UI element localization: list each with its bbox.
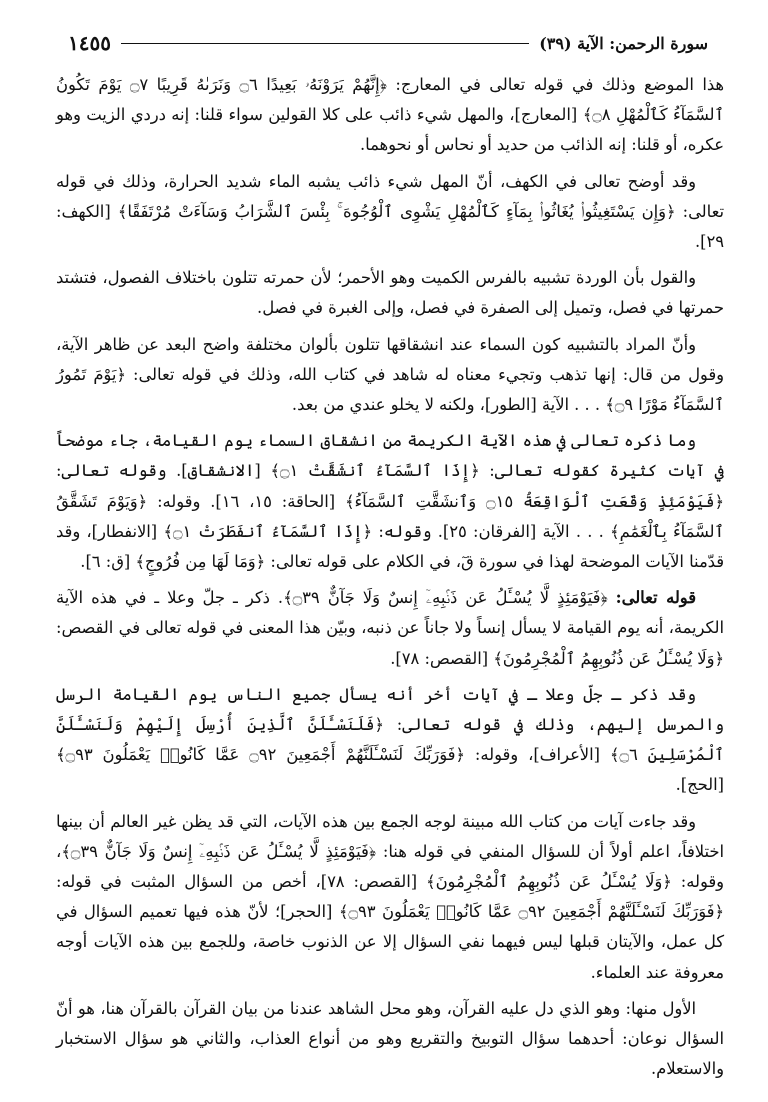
paragraph-3: والقول بأن الوردة تشبيه بالفرس الكميت وهو الأحمر؛ لأن حمرته تتلون باختلاف الفصول، فتشتد حمرتها في فصل، وتميل إلى الصفرة في فصل، وإلى الغبرة في فصل. — [56, 268, 724, 318]
paragraph-9: الأول منها: وهو الذي دل عليه القرآن، وهو محل الشاهد عندنا من بيان القرآن بالقرآن هنا، هو أنّ السؤال نوعان: أحدهما سؤال التوبيخ والتقريع وهو من أنواع العذاب، والثاني هو سؤال الاستخبار والاستعلام. — [56, 998, 724, 1079]
page-number: ١٤٥٥ — [68, 31, 111, 55]
verse-heading: قوله تعالى: — [615, 588, 696, 608]
paragraph-6-text: ﴿فَيَوْمَئِذٍ لَّا يُسْـَٔلُ عَن ذَنۢبِهِۦٓ إِنسٌ وَلَا جَآنٌّ ۝٣٩﴾. ذكر ـ جلّ وعلا ـ في هذه الآية الكريمة، أنه يوم القيامة لا يسأل إنساً ولا جاناً عن ذنبه، وبيّن هذا المعنى في قوله تعالى في القصص: ﴿وَلَا يُسْـَٔلُ عَن ذُنُوبِهِمُ ٱلْمُجْرِمُونَ﴾ [القصص: ٧٨]. — [56, 588, 724, 668]
paragraph-8: وقد جاءت آيات من كتاب الله مبينة لوجه الجمع بين هذه الآيات، التي قد يظن غير العالم أن بينها اختلافاً، اعلم أولاً أن للسؤال المنفي في قوله هنا: ﴿فَيَوْمَئِذٍ لَّا يُسْـَٔلُ عَن ذَنۢبِهِۦٓ إِنسٌ وَلَا جَآنٌّ ۝٣٩﴾، وقوله: ﴿وَلَا يُسْـَٔلُ عَن ذُنُوبِهِمُ ٱلْمُجْرِمُونَ﴾ [القصص: ٧٨]، أخص من السؤال المثبت في قوله: ﴿فَوَرَبِّكَ لَنَسْـَٔلَنَّهُمْ أَجْمَعِينَ ۝٩٢ عَمَّا كَانُوا۟ يَعْمَلُونَ ۝٩٣﴾ [الحجر]؛ لأنّ هذه فيها تعميم السؤال في كل عمل، والآيتان قبلها ليس فيهما نفي السؤال إلا عن الذنوب خاصة، وللجمع بين هذه الآيات أوجه معروفة عند العلماء. — [56, 811, 724, 982]
paragraph-7: وقد ذكر ـ جلّ وعلا ـ في آيات أخر أنه يسأل جميع الناس يوم القيامة الرسل والمرسل إليهم، وذلك في قوله تعالى: ﴿فَلَنَسْـَٔلَنَّ ٱلَّذِينَ أُرْسِلَ إِلَيْهِمْ وَلَنَسْـَٔلَنَّ ٱلْمُرْسَلِينَ ۝٦﴾ [الأعراف]، وقوله: ﴿فَوَرَبِّكَ لَنَسْـَٔلَنَّهُمْ أَجْمَعِينَ ۝٩٢ عَمَّا كَانُوا۟ يَعْمَلُونَ ۝٩٣﴾ [الحج]. — [56, 684, 725, 795]
page-header — [68, 30, 708, 56]
surah-title: سورة الرحمن: الآية (٣٩) — [539, 33, 708, 53]
paragraph-2: وقد أوضح تعالى في الكهف، أنّ المهل شيء ذائب يشبه الماء شديد الحرارة، وذلك في قوله تعالى: ﴿وَإِن يَسْتَغِيثُوا۟ يُغَاثُوا۟ بِمَآءٍ كَٱلْمُهْلِ يَشْوِى ٱلْوُجُوهَ ۚ بِئْسَ ٱلشَّرَابُ وَسَآءَتْ مُرْتَفَقًا﴾ [الكهف: ٢٩]. — [56, 171, 724, 252]
page-body — [56, 70, 724, 1091]
header-rule — [121, 43, 529, 44]
paragraph-5: وما ذكره تعالى في هذه الآية الكريمة من انشقاق السماء يوم القيامة، جاء موضحاً في آيات كثيرة كقوله تعالى: ﴿إِذَا ٱلسَّمَآءُ ٱنشَقَّتْ ۝١﴾ [الانشقاق]. وقوله تعالى: ﴿فَيَوْمَئِذٍ وَقَعَتِ ٱلْوَاقِعَةُ ۝١٥ وَٱنشَقَّتِ ٱلسَّمَآءُ﴾ [الحاقة: ١٥، ١٦]. وقوله: ﴿وَيَوْمَ تَشَقَّقُ ٱلسَّمَآءُ بِٱلْغَمَٰمِ﴾ . . . الآية [الفرقان: ٢٥]. وقوله: ﴿إِذَا ٱلسَّمَآءُ ٱنفَطَرَتْ ۝١﴾ [الانفطار]، وقد قدّمنا الآيات الموضحة لهذا في سورة قٓ، في الكلام على قوله تعالى: ﴿وَمَا لَهَا مِن فُرُوجٍ﴾ [ق: ٦]. — [56, 431, 725, 572]
paragraph-4: وأنّ المراد بالتشبيه كون السماء عند انشقاقها تتلون بألوان مختلفة واضح البعد عن ظاهر الآية، وقول من قال: إنها تذهب وتجيء معناه له شاهد في كتاب الله، وذلك في قوله تعالى: ﴿يَوْمَ تَمُورُ ٱلسَّمَآءُ مَوْرًا ۝٩﴾ . . . الآية [الطور]، ولكنه لا يخلو عندي من بعد. — [56, 334, 724, 415]
paragraph-6 — [56, 583, 724, 674]
paragraph-1: هذا الموضع وذلك في قوله تعالى في المعارج: ﴿إِنَّهُمْ يَرَوْنَهُۥ بَعِيدًا ۝٦ وَنَرَىٰهُ قَرِيبًا ۝٧ يَوْمَ تَكُونُ ٱلسَّمَآءُ كَٱلْمُهْلِ ۝٨﴾ [المعارج]، والمهل شيء ذائب على كلا القولين سواء قلنا: إنه دردي الزيت وهو عكره، أو قلنا: إنه الذائب من حديد أو نحاس أو نحوهما. — [56, 75, 725, 155]
